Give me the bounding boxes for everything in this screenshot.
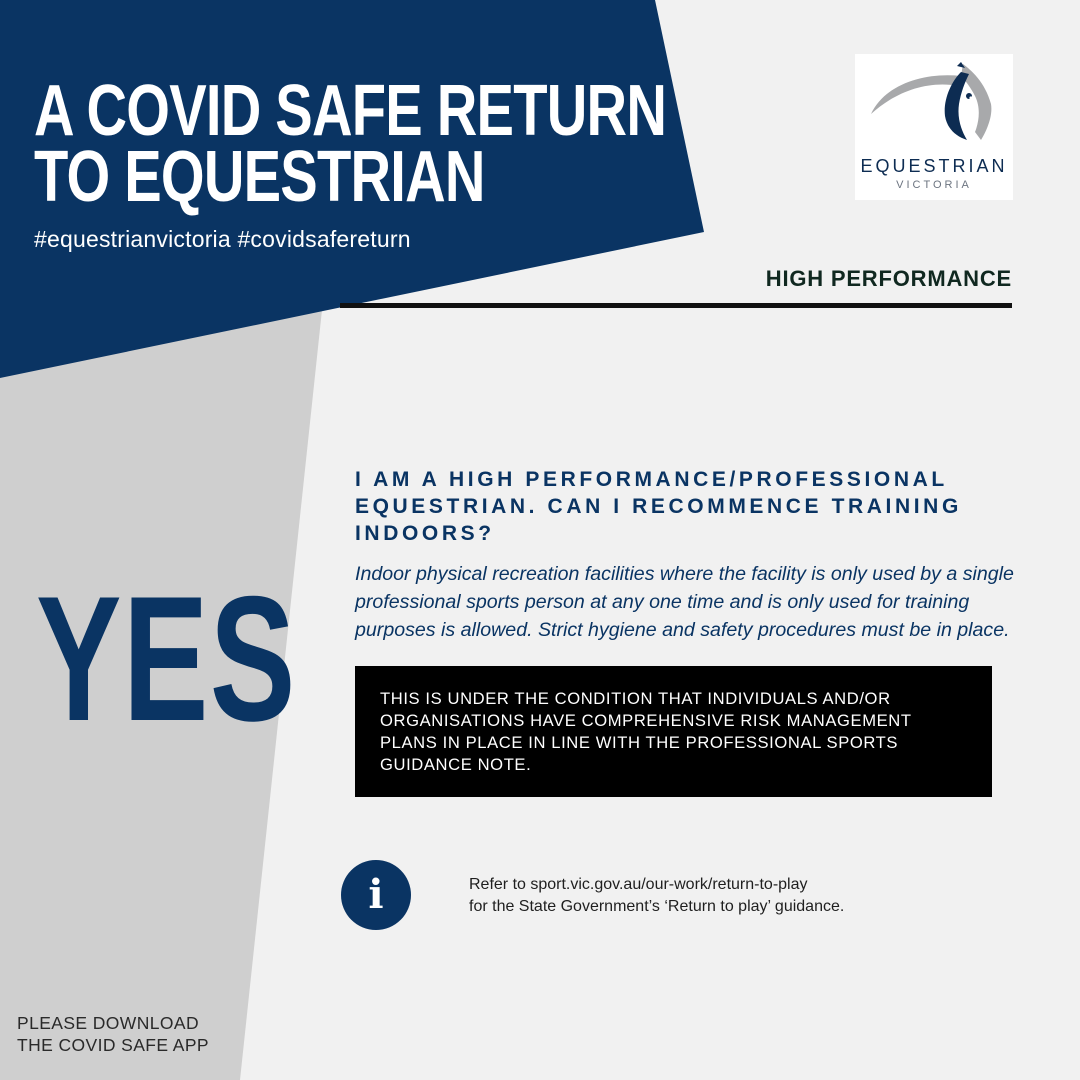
download-line-1: PLEASE DOWNLOAD — [17, 1013, 200, 1033]
section-heading: HIGH PERFORMANCE — [765, 266, 1012, 291]
answer-verdict: YES — [36, 559, 297, 758]
title-line-2: TO EQUESTRIAN — [34, 137, 485, 217]
reference-line-1: Refer to sport.vic.gov.au/our-work/return-to-play — [469, 876, 808, 893]
section-divider — [340, 303, 1012, 308]
download-app-note — [17, 1012, 209, 1056]
condition-text: THIS IS UNDER THE CONDITION THAT INDIVIDUALS AND/OR ORGANISATIONS HAVE COMPREHENSIVE RISK MANAGEMENT PLANS IN PLACE IN LINE WITH THE PROFESSIONAL SPORTS GUIDANCE NOTE. — [380, 689, 912, 774]
logo-region: VICTORIA — [896, 179, 972, 191]
title-line-1: A COVID SAFE RETURN — [34, 71, 667, 151]
info-icon — [341, 860, 411, 930]
download-line-2: THE COVID SAFE APP — [17, 1035, 209, 1055]
horse-head-logo-icon — [865, 60, 1003, 156]
reference-note — [469, 874, 844, 918]
question-heading: I AM A HIGH PERFORMANCE/PROFESSIONAL EQUESTRIAN. CAN I RECOMMENCE TRAINING INDOORS? — [355, 468, 962, 545]
page-title — [34, 71, 667, 217]
answer-explanation: Indoor physical recreation facilities where the facility is only used by a single professional sports person at any one time and is only used for training purposes is allowed. Strict hygiene and safety procedures must be in place. — [355, 563, 1014, 641]
info-glyph: i — [368, 871, 384, 918]
condition-notice — [355, 666, 992, 797]
logo-wordmark: EQUESTRIAN — [860, 156, 1008, 176]
reference-line-2: for the State Government’s ‘Return to play’ guidance. — [469, 898, 845, 915]
hashtags: #equestrianvictoria #covidsafereturn — [34, 226, 411, 252]
equestrian-victoria-logo — [855, 54, 1013, 200]
